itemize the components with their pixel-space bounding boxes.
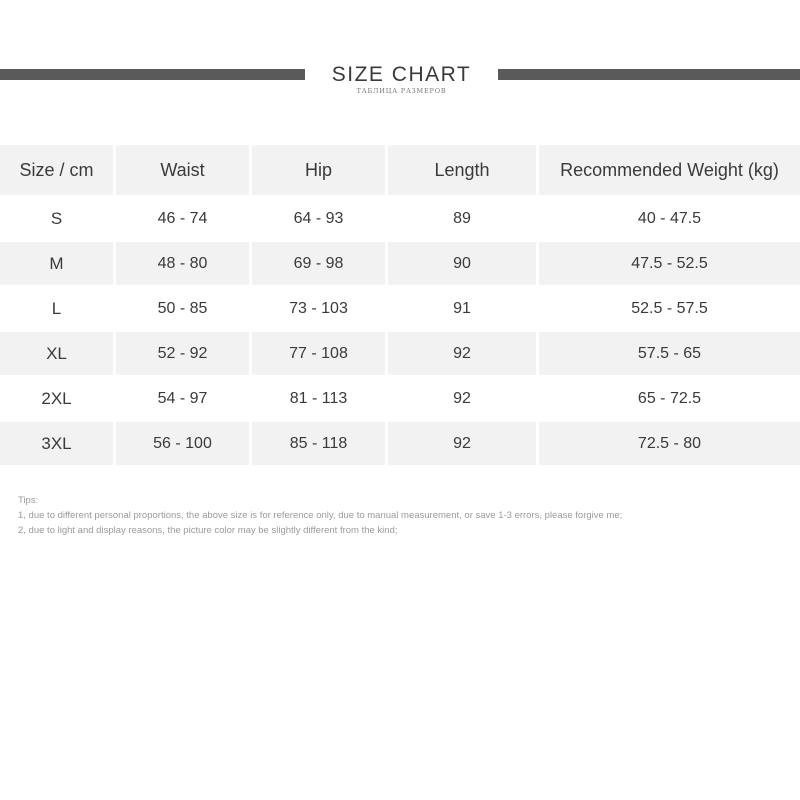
size-cell: 2XL: [0, 377, 113, 420]
table-row: [0, 422, 800, 465]
waist-cell: 54 - 97: [116, 377, 249, 420]
table-row: [0, 377, 800, 420]
length-cell: 89: [388, 197, 536, 240]
waist-cell: 48 - 80: [116, 242, 249, 285]
table-row: [0, 287, 800, 330]
tips-heading: Tips:: [18, 495, 39, 506]
weight-cell: 47.5 - 52.5: [539, 242, 800, 285]
weight-cell: 40 - 47.5: [539, 197, 800, 240]
hip-cell: 73 - 103: [252, 287, 385, 330]
length-cell: 92: [388, 422, 536, 465]
size-cell: L: [0, 287, 113, 330]
hip-cell: 64 - 93: [252, 197, 385, 240]
tips-line: 2, due to light and display reasons, the picture color may be slightly different from the kind;: [18, 525, 398, 536]
hip-cell: 69 - 98: [252, 242, 385, 285]
column-header-length: Length: [388, 145, 536, 195]
size-cell: XL: [0, 332, 113, 375]
length-cell: 91: [388, 287, 536, 330]
size-cell: 3XL: [0, 422, 113, 465]
page-title: SIZE CHART: [331, 63, 472, 86]
weight-cell: 65 - 72.5: [539, 377, 800, 420]
column-header-hip: Hip: [252, 145, 385, 195]
waist-cell: 46 - 74: [116, 197, 249, 240]
tips-section: [18, 493, 798, 538]
hip-cell: 85 - 118: [252, 422, 385, 465]
column-header-weight: Recommended Weight (kg): [539, 145, 800, 195]
waist-cell: 50 - 85: [116, 287, 249, 330]
tips-line: 1, due to different personal proportions, the above size is for reference only, due to manual measurement, or save 1-3 errors, please forgive me;: [18, 510, 623, 521]
table-header-row: [0, 145, 800, 195]
column-header-waist: Waist: [116, 145, 249, 195]
size-cell: S: [0, 197, 113, 240]
weight-cell: 52.5 - 57.5: [539, 287, 800, 330]
title-divider-left: [0, 69, 305, 80]
size-chart-table: [0, 143, 800, 467]
weight-cell: 57.5 - 65: [539, 332, 800, 375]
size-cell: M: [0, 242, 113, 285]
title-divider-right: [498, 69, 800, 80]
page-subtitle: ТАБЛИЦА РАЗМЕРОВ: [356, 87, 447, 95]
waist-cell: 56 - 100: [116, 422, 249, 465]
length-cell: 90: [388, 242, 536, 285]
table-row: [0, 242, 800, 285]
weight-cell: 72.5 - 80: [539, 422, 800, 465]
table-row: [0, 332, 800, 375]
hip-cell: 77 - 108: [252, 332, 385, 375]
table-row: [0, 197, 800, 240]
length-cell: 92: [388, 377, 536, 420]
column-header-size: Size / cm: [0, 145, 113, 195]
title-band: [0, 60, 800, 100]
waist-cell: 52 - 92: [116, 332, 249, 375]
length-cell: 92: [388, 332, 536, 375]
hip-cell: 81 - 113: [252, 377, 385, 420]
